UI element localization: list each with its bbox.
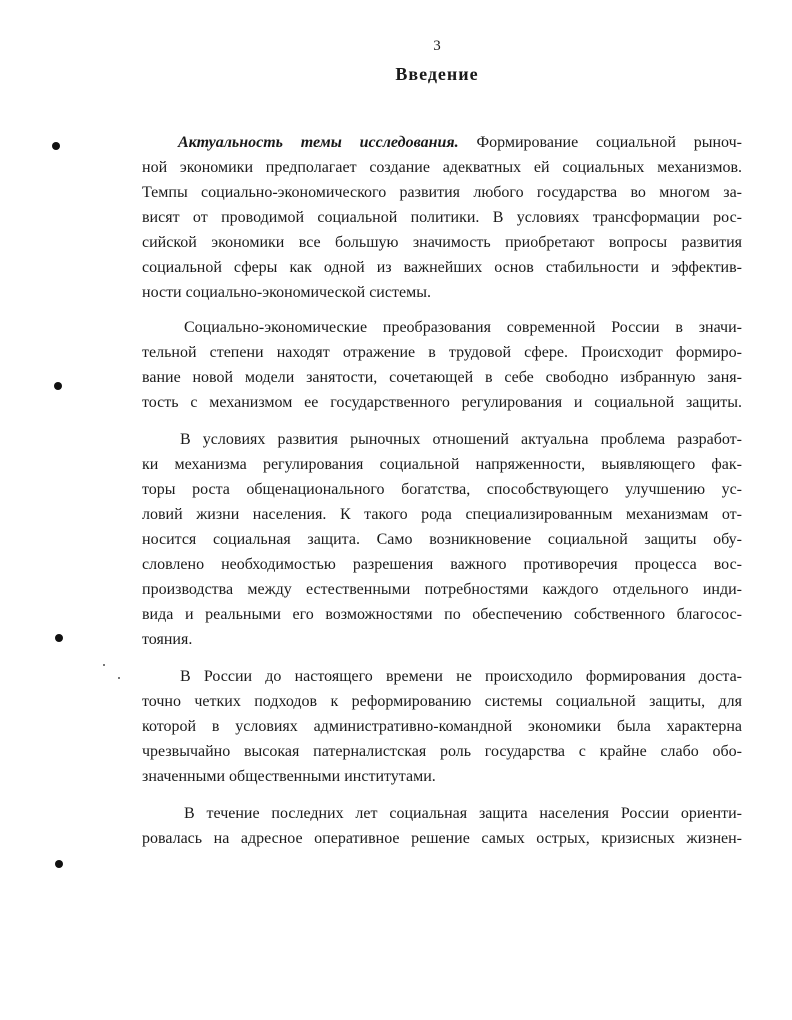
text-line: вида и реальными его возможностями по обеспечению собственного благосос- [142, 606, 742, 623]
text-line: ловий жизни населения. К такого рода специализированным механизмам от- [142, 506, 742, 523]
punch-mark [55, 634, 63, 642]
text-line: ности социально-экономической системы. [142, 284, 431, 301]
text-line: тояния. [142, 631, 193, 648]
text-line: чрезвычайно высокая патерналистская роль государства с крайне слабо обо- [142, 743, 742, 760]
text-line: ки механизма регулирования социальной напряженности, выявляющего фак- [142, 456, 742, 473]
paragraph [142, 427, 742, 652]
text-line: Темпы социально-экономического развития любого государства во многом за- [142, 184, 742, 201]
page-number: 3 [433, 38, 441, 54]
text-line: носится социальная защита. Само возникновение социальной защиты обу- [142, 531, 742, 548]
line-text: Формирование социальной рыноч- [458, 134, 743, 151]
text-line: ровалась на адресное оперативное решение самых острых, кризисных жизнен- [142, 830, 742, 847]
paragraph [142, 315, 742, 415]
text-line: В течение последних лет социальная защита населения России ориенти- [184, 805, 742, 822]
text-line: тельной степени находят отражение в трудовой сфере. Происходит формиро- [142, 344, 742, 361]
text-line: социальной сферы как одной из важнейших основ стабильности и эффектив- [142, 259, 742, 276]
text-line: торы роста общенационального богатства, способствующего улучшению ус- [142, 481, 742, 498]
text-line [142, 130, 742, 155]
text-line: Социально-экономические преобразования современной России в значи- [184, 319, 742, 336]
text-line: точно четких подходов к реформированию системы социальной защиты, для [142, 693, 742, 710]
text-line: вание новой модели занятости, сочетающей в себе свободно избранную заня- [142, 369, 742, 386]
text-line: словлено необходимостью разрешения важного противоречия процесса вос- [142, 556, 742, 573]
text-line: В России до настоящего времени не происходило формирования доста- [180, 668, 742, 685]
paragraph [142, 801, 742, 851]
body-text [142, 130, 742, 851]
text-line: производства между естественными потребностями каждого отдельного инди- [142, 581, 742, 598]
scan-speck [118, 677, 120, 679]
section-title: Введение [395, 64, 479, 84]
paragraph [142, 664, 742, 789]
text-line: тость с механизмом ее государственного регулирования и социальной защиты. [142, 394, 742, 411]
scan-speck [103, 664, 105, 666]
text-line: сийской экономики все большую значимость приобретают вопросы развития [142, 234, 742, 251]
text-line: значенными общественными институтами. [142, 768, 436, 785]
lead-phrase: Актуальность темы исследования. [178, 134, 459, 151]
punch-mark [54, 382, 62, 390]
text-line: которой в условиях административно-командной экономики была характерна [142, 718, 742, 735]
text-line: В условиях развития рыночных отношений актуальна проблема разработ- [180, 431, 742, 448]
punch-mark [52, 142, 60, 150]
text-line: ной экономики предполагает создание адекватных ей социальных механизмов. [142, 159, 742, 176]
punch-mark [55, 860, 63, 868]
text-line: висят от проводимой социальной политики. В условиях трансформации рос- [142, 209, 742, 226]
paragraph [142, 130, 742, 305]
